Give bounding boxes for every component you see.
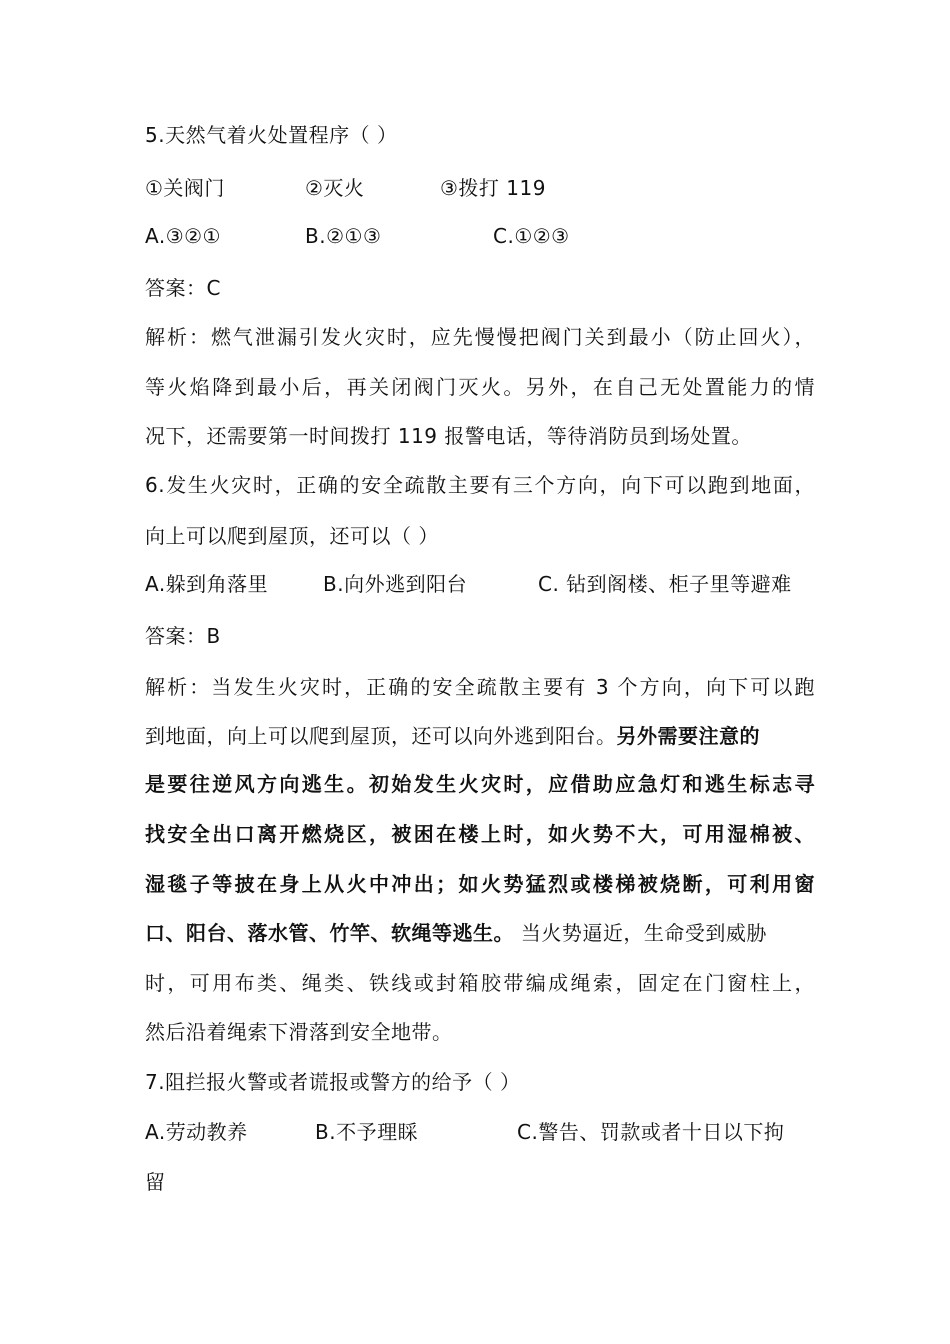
analysis-text: 到地面，向上可以爬到屋顶，还可以向外逃到阳台。 [145, 724, 617, 748]
question-6-title: 6.发生火灾时，正确的安全疏散主要有三个方向，向下可以跑到地面， [145, 473, 815, 497]
question-6-answer: 答案：B [145, 624, 221, 648]
step-2: ②灭火 [305, 176, 365, 200]
step-1: ①关阀门 [145, 176, 225, 200]
question-5-title: 5.天然气着火处置程序（ ） [145, 123, 398, 147]
analysis-text: 还需要第一时间拨打 119 报警电话，等待消防员到场处置。 [206, 424, 752, 448]
question-7-option-continuation: 留 [145, 1170, 166, 1194]
analysis-text: 况下， [145, 424, 207, 448]
option-c: C.①②③ [493, 224, 570, 248]
analysis-bold-text: 口、阳台、落水管、竹竿、软绳等逃生。 [145, 921, 514, 945]
question-5-analysis-line: 等火焰降到最小后，再关闭阀门灭火。另外，在自己无处置能力的情 [145, 375, 815, 399]
option-a: A.③②① [145, 224, 221, 248]
question-6-analysis-line [145, 919, 815, 947]
question-6-title: 向上可以爬到屋顶，还可以（ ） [145, 524, 439, 548]
question-6-analysis-line [145, 722, 815, 750]
question-5-analysis-line: 解析：燃气泄漏引发火灾时，应先慢慢把阀门关到最小（防止回火）， [145, 325, 815, 349]
option-a: A.劳动教养 [145, 1120, 248, 1144]
analysis-bold-text: 另外需要注意的 [616, 724, 760, 748]
question-6-analysis-line: 解析：当发生火灾时，正确的安全疏散主要有 3 个方向，向下可以跑 [145, 675, 815, 699]
option-c: C. 钻到阁楼、柜子里等避难 [538, 572, 792, 596]
question-6-analysis-line: 然后沿着绳索下滑落到安全地带。 [145, 1020, 453, 1044]
question-6-analysis-line: 时，可用布类、绳类、铁线或封箱胶带编成绳索，固定在门窗柱上， [145, 971, 815, 995]
question-5-analysis-line [145, 422, 815, 450]
question-5-answer: 答案：C [145, 276, 221, 300]
question-6-analysis-line: 找安全出口离开燃烧区，被困在楼上时，如火势不大，可用湿棉被、 [145, 822, 815, 846]
step-3: ③拨打 119 [440, 176, 546, 200]
question-6-analysis-line: 是要往逆风方向逃生。初始发生火灾时，应借助应急灯和逃生标志寻 [145, 772, 815, 796]
analysis-text: 当火势逼近，生命受到威胁 [514, 921, 767, 945]
option-c: C.警告、罚款或者十日以下拘 [517, 1120, 785, 1144]
option-b: B.不予理睬 [315, 1120, 419, 1144]
option-b: B.②①③ [305, 224, 382, 248]
option-a: A.躲到角落里 [145, 572, 269, 596]
option-b: B.向外逃到阳台 [323, 572, 468, 596]
question-6-analysis-line: 湿毯子等披在身上从火中冲出；如火势猛烈或楼梯被烧断，可利用窗 [145, 872, 815, 896]
question-7-title: 7.阻拦报火警或者谎报或警方的给予（ ） [145, 1070, 521, 1094]
